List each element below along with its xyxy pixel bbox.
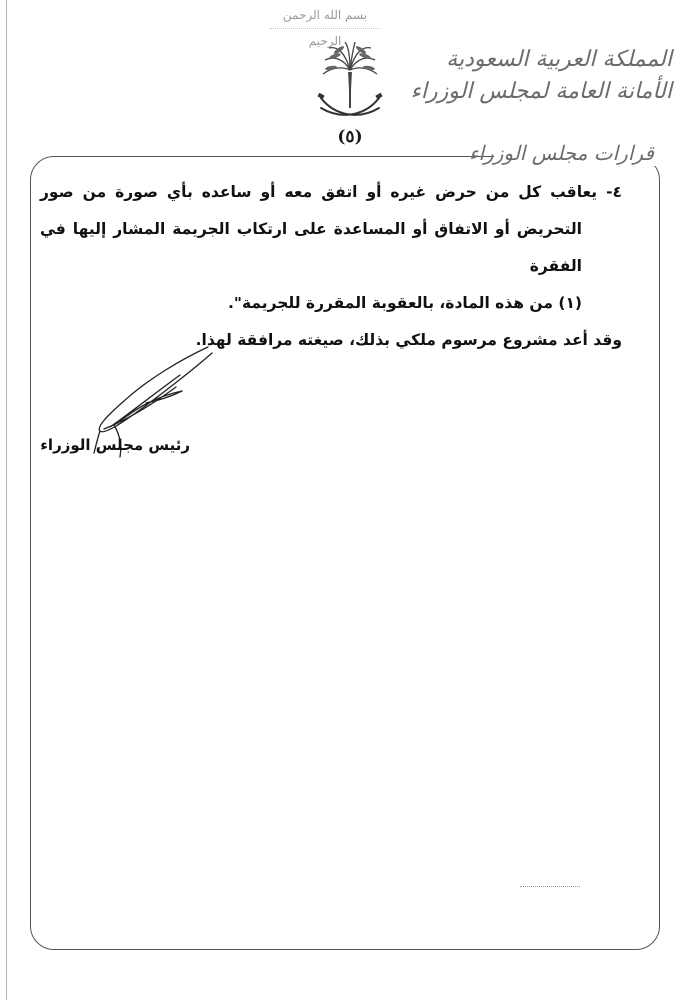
stray-mark xyxy=(520,880,580,887)
saudi-emblem-icon xyxy=(315,42,385,124)
paragraph-closing: وقد أعد مشروع مرسوم ملكي بذلك، صيغته مرافقة لهذا. xyxy=(195,331,622,349)
document-body xyxy=(40,174,622,359)
paragraph-clause-4: ٤- يعاقب كل من حرض غيره أو اتفق معه أو ساعده بأي صورة من صور xyxy=(40,183,622,201)
issuer-header xyxy=(410,44,672,108)
page-number: (٥) xyxy=(337,127,363,147)
page-edge xyxy=(6,0,7,1000)
signer-title: رئيس مجلس الوزراء xyxy=(40,436,190,454)
section-label: قرارات مجلس الوزراء xyxy=(494,140,660,166)
basmala-calligraphy: بسم الله الرحمن الرحيم xyxy=(270,2,380,29)
issuer-line-kingdom: المملكة العربية السعودية xyxy=(446,47,672,72)
paragraph-clause-4-end: (١) من هذه المادة، بالعقوبة المقررة للجريمة". xyxy=(228,294,582,312)
paragraph-clause-4-continued: التحريض أو الاتفاق أو المساعدة على ارتكاب الجريمة المشار إليها في الفقرة xyxy=(40,220,582,275)
issuer-line-secretariat: الأمانة العامة لمجلس الوزراء xyxy=(410,79,672,104)
